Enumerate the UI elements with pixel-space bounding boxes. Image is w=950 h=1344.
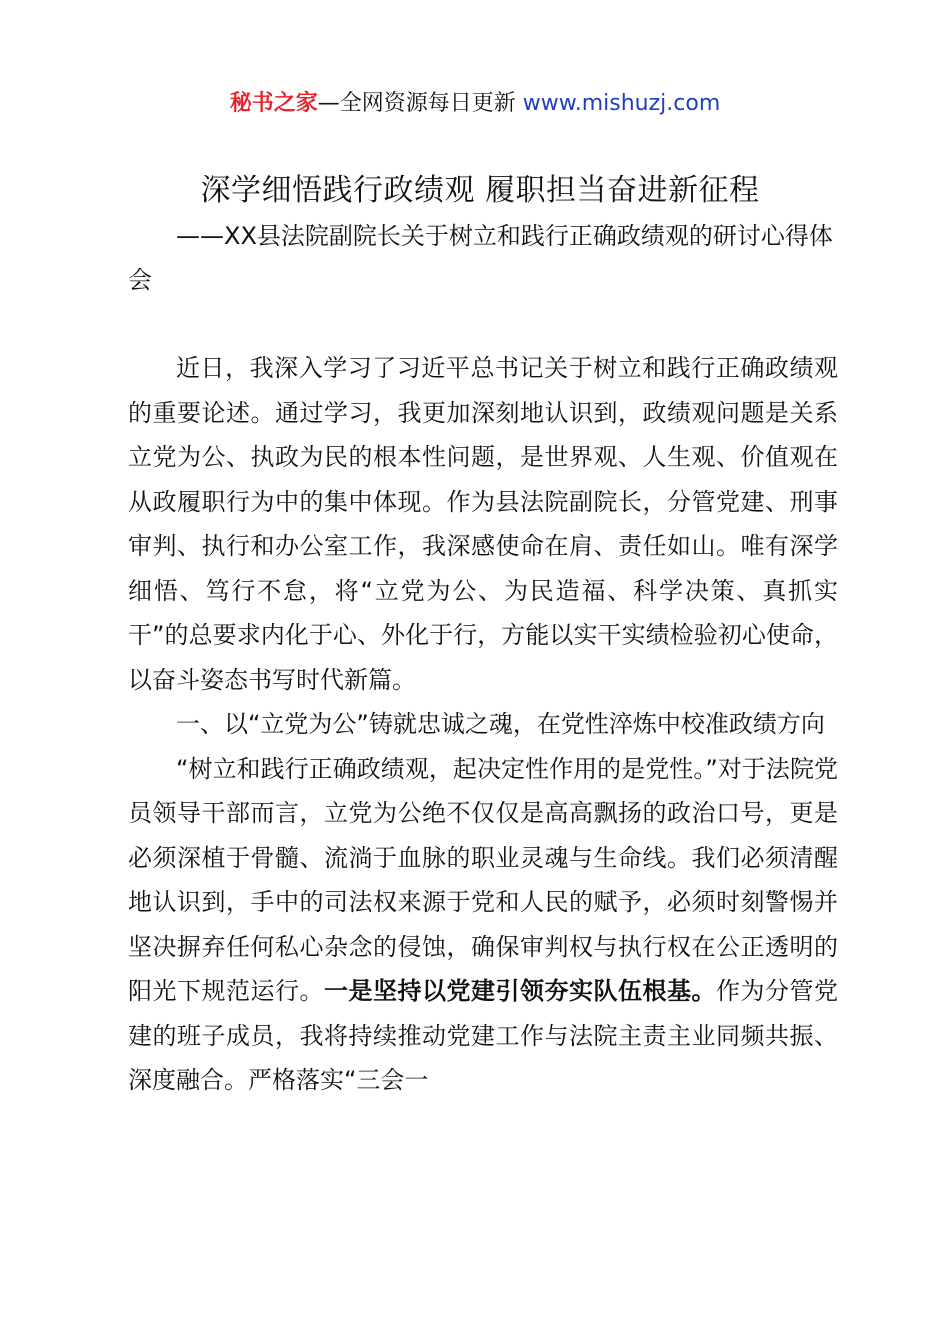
site-tagline: —全网资源每日更新 bbox=[317, 91, 523, 116]
paragraph-section-1-tail: 作为分管党建的班子成员，我将持续推动党建工作与法院主责主业同频共振、深度融合。严格落实“三会一 bbox=[128, 977, 838, 1094]
site-url-link[interactable]: www.mishuzj.com bbox=[522, 91, 721, 116]
paragraph-section-1-bold: 一是坚持以党建引领夯实队伍根基。 bbox=[324, 977, 716, 1005]
site-brand: 秘书之家 bbox=[229, 91, 318, 116]
site-header bbox=[0, 88, 950, 120]
document-content bbox=[128, 346, 838, 1103]
document-body bbox=[128, 168, 838, 1103]
section-heading-1: 一、以“立党为公”铸就忠诚之魂，在党性淬炼中校准政绩方向 bbox=[176, 710, 825, 738]
paragraph-section-1 bbox=[128, 747, 838, 1103]
document-subtitle: ——XX县法院副院长关于树立和践行正确政绩观的研讨心得体会 bbox=[128, 222, 833, 294]
paragraph-intro: 近日，我深入学习了习近平总书记关于树立和践行正确政绩观的重要论述。通过学习，我更加深刻地认识到，政绩观问题是关系立党为公、执政为民的根本性问题，是世界观、人生观、价值观在从政履职行为中的集中体现。作为县法院副院长，分管党建、刑事审判、执行和办公室工作，我深感使命在肩、责任如山。唯有深学细悟、笃行不怠，将“立党为公、为民造福、科学决策、真抓实干”的总要求内化于心、外化于行，方能以实干实绩检验初心使命，以奋斗姿态书写时代新篇。 bbox=[128, 354, 838, 694]
document-title: 深学细悟践行政绩观 履职担当奋进新征程 bbox=[200, 173, 760, 208]
paragraph-section-1-lead: “树立和践行正确政绩观，起决定性作用的是党性。”对于法院党员领导干部而言，立党为公绝不仅仅是高高飘扬的政治口号，更是必须深植于骨髓、流淌于血脉的职业灵魂与生命线。我们必须清醒地认识到，手中的司法权来源于党和人民的赋予，必须时刻警惕并坚决摒弃任何私心杂念的侵蚀，确保审判权与执行权在公正透明的阳光下规范运行。 bbox=[128, 754, 838, 1005]
